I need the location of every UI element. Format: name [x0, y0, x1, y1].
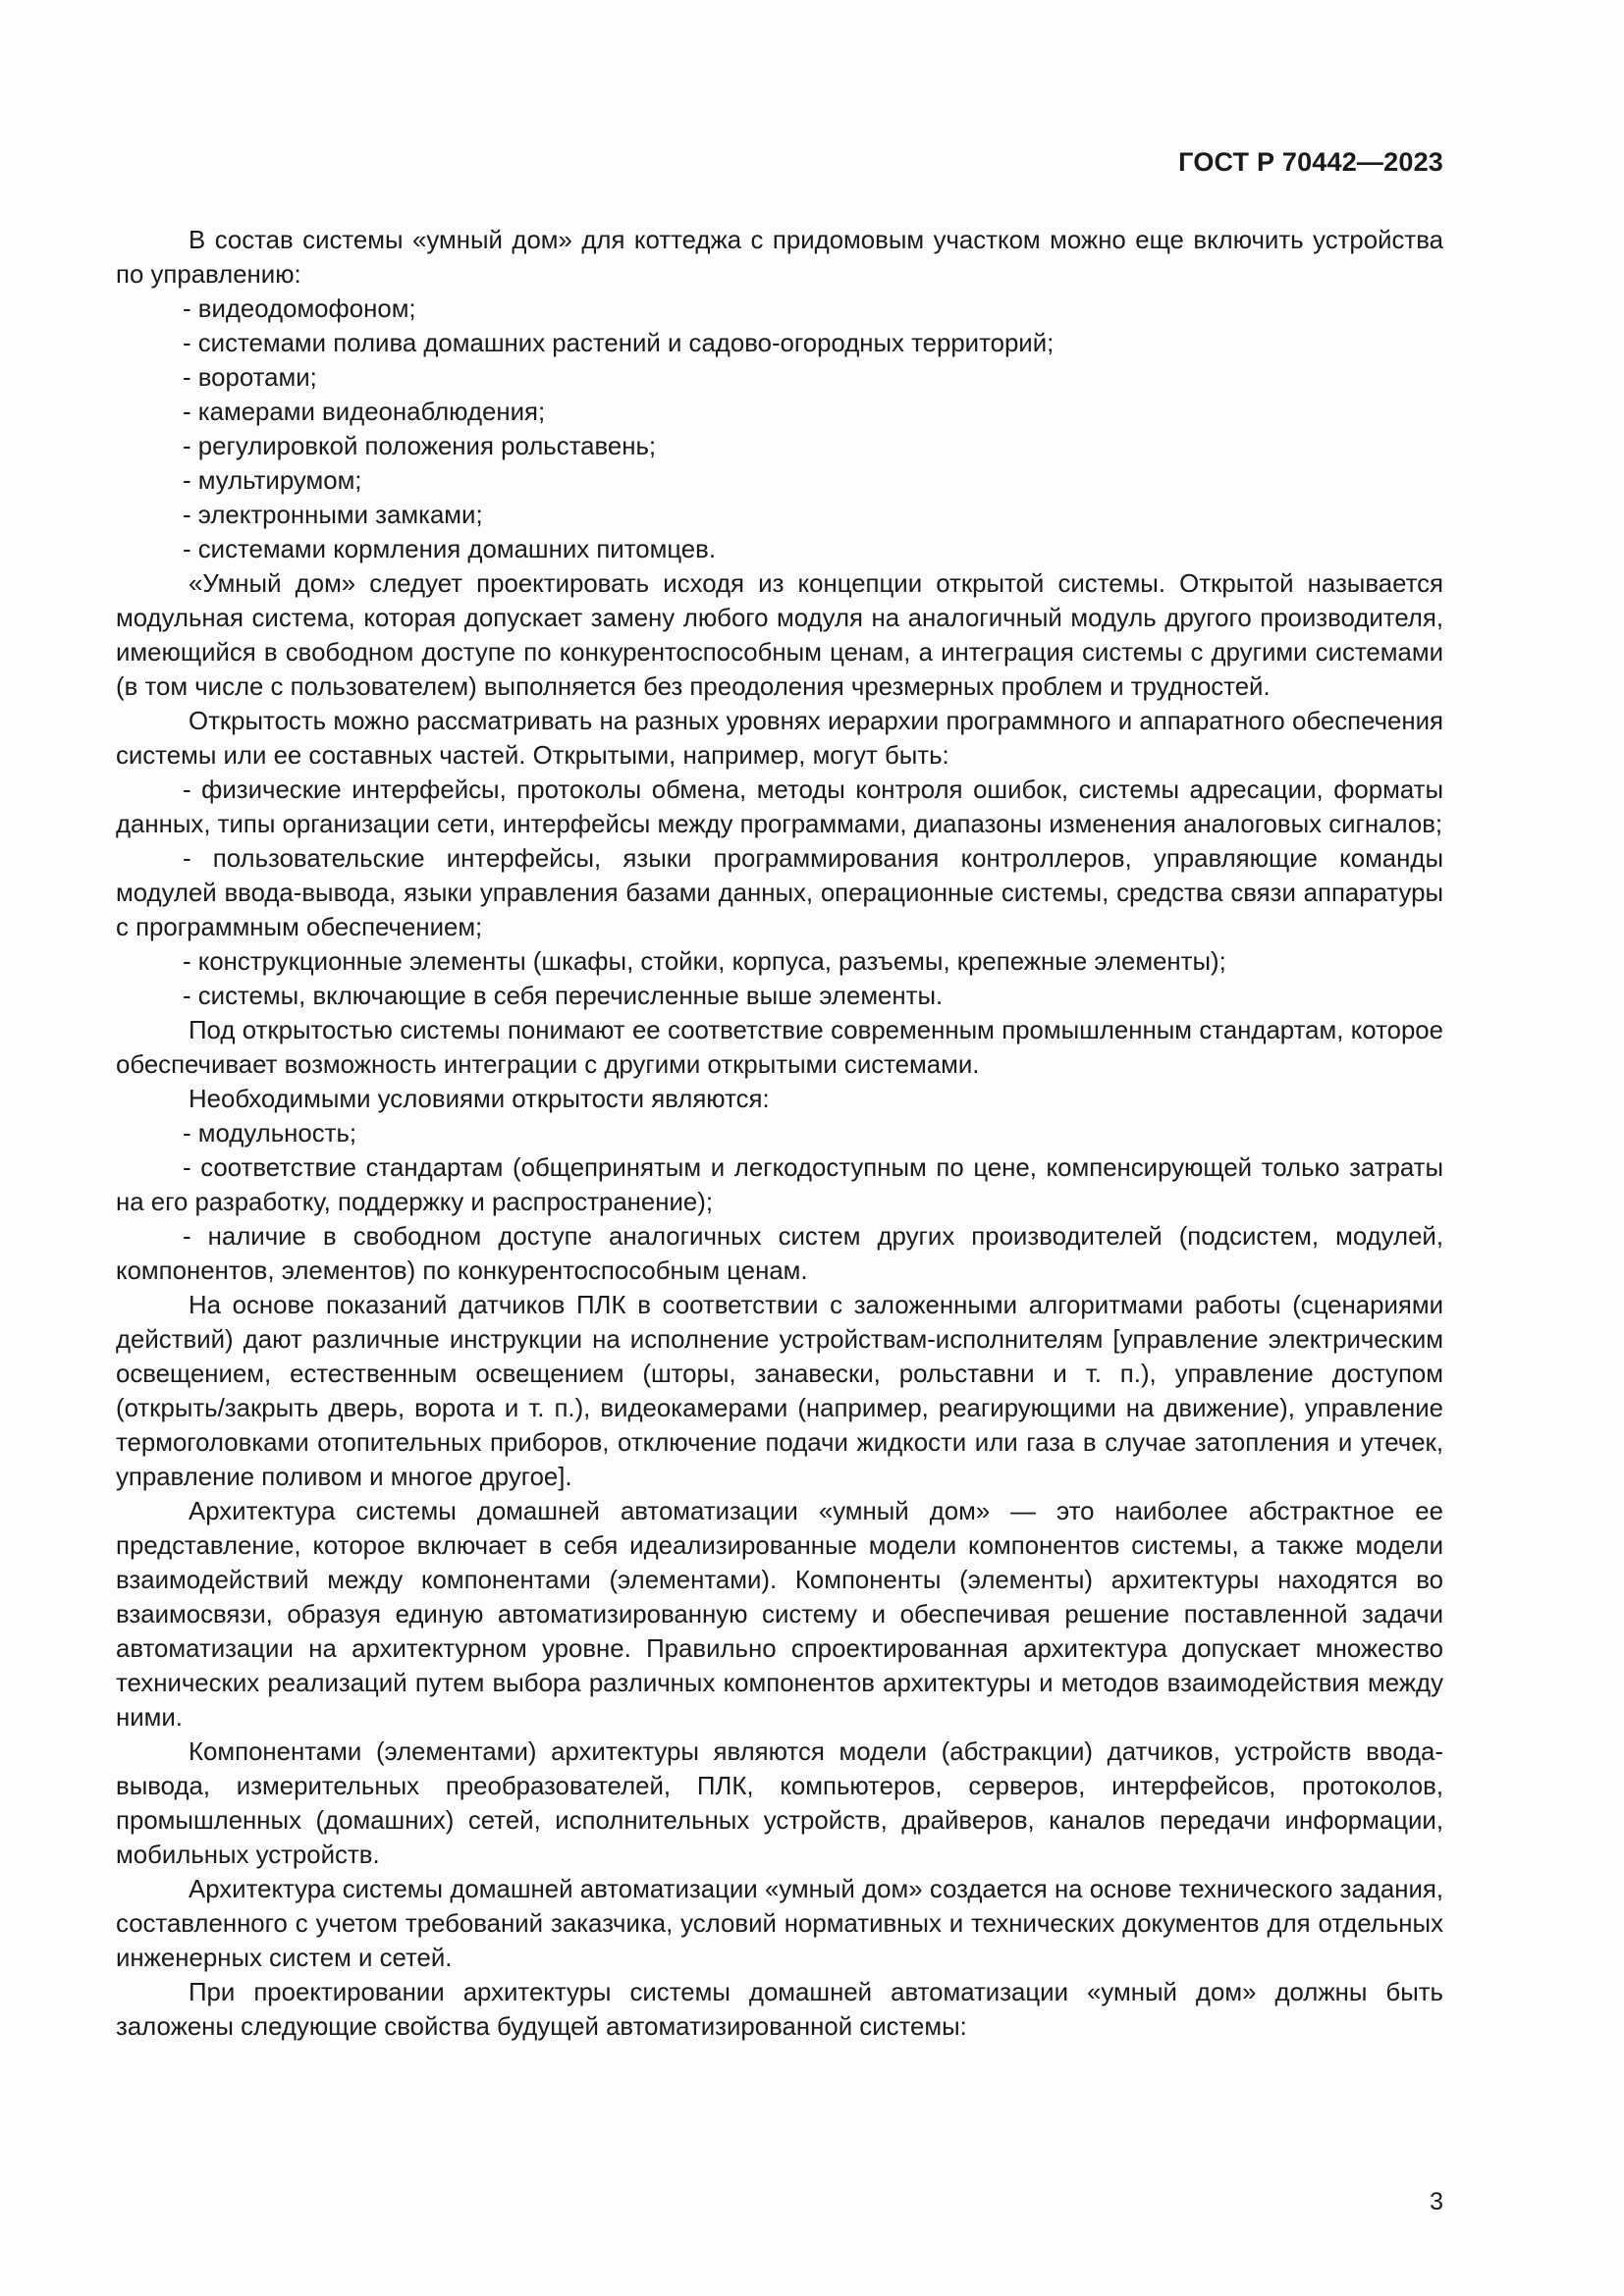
paragraph: «Умный дом» следует проектировать исходя из концепции открытой системы. Открытой называется модульная система, которая допускает замену любого модуля на аналогичный модуль другого производителя, имеющийся в свободном доступе по конкурентоспособным ценам, а интеграция системы с другими системами (в том числе с пользователем) выполняется без преодоления чрезмерных проблем и трудностей.: [116, 570, 1443, 701]
document-body: [116, 224, 1443, 2045]
list-item: - наличие в свободном доступе аналогичных систем других производителей (подсистем, модулей, компонентов, элементов) по конкурентоспособным ценам.: [116, 1223, 1443, 1285]
list-item: - модульность;: [183, 1120, 357, 1148]
list-item: - регулировкой положения рольставень;: [183, 433, 657, 460]
paragraph: Архитектура системы домашней автоматизации «умный дом» создается на основе технического задания, составленного с учетом требований заказчика, условий нормативных и технических документов для отдельных инженерных систем и сетей.: [116, 1876, 1443, 1972]
list-item: - мультирумом;: [183, 467, 362, 495]
list-item: - камерами видеонаблюдения;: [183, 399, 546, 426]
document-code: ГОСТ Р 70442—2023: [1178, 147, 1443, 177]
paragraph: При проектировании архитектуры системы домашней автоматизации «умный дом» должны быть заложены следующие свойства будущей автоматизированной системы:: [116, 1979, 1443, 2041]
list-item: - электронными замками;: [183, 502, 483, 529]
paragraph: Под открытостью системы понимают ее соответствие современным промышленным стандартам, которое обеспечивает возможность интеграции с другими открытыми системами.: [116, 1017, 1443, 1079]
list-item: - видеодомофоном;: [183, 295, 416, 323]
list-item: - конструкционные элементы (шкафы, стойки, корпуса, разъемы, крепежные элементы);: [183, 948, 1226, 976]
list-item: - соответствие стандартам (общепринятым и легкодоступным по цене, компенсирующей только затраты на его разработку, поддержку и распространение);: [116, 1154, 1443, 1216]
list-item: - воротами;: [183, 364, 317, 392]
list-item: - системами полива домашних растений и садово-огородных территорий;: [183, 330, 1055, 357]
list-item: - физические интерфейсы, протоколы обмена, методы контроля ошибок, системы адресации, форматы данных, типы организации сети, интерфейсы между программами, диапазоны изменения аналоговых сигналов;: [116, 776, 1443, 838]
paragraph: Необходимыми условиями открытости являются:: [189, 1086, 770, 1113]
list-item: - системами кормления домашних питомцев.: [183, 536, 717, 563]
list-item: - системы, включающие в себя перечисленные выше элементы.: [183, 983, 944, 1010]
paragraph: В состав системы «умный дом» для коттеджа с придомовым участком можно еще включить устройства по управлению:: [116, 227, 1443, 289]
paragraph: Открытость можно рассматривать на разных уровнях иерархии программного и аппаратного обеспечения системы или ее составных частей. Открытыми, например, могут быть:: [116, 708, 1443, 770]
paragraph: На основе показаний датчиков ПЛК в соответствии с заложенными алгоритмами работы (сценариями действий) дают различные инструкции на исполнение устройствам-исполнителям [управление электрическим освещением, естественным освещением (шторы, занавески, рольставни и т. п.), управление доступом (открыть/закрыть дверь, ворота и т. п.), видеокамерами (например, реагирующими на движение), управление термоголовками отопительных приборов, отключение подачи жидкости или газа в случае затопления и утечек, управление поливом и многое другое].: [116, 1292, 1443, 1491]
list-item: - пользовательские интерфейсы, языки программирования контроллеров, управляющие команды модулей ввода-вывода, языки управления базами данных, операционные системы, средства связи аппаратуры с программным обеспечением;: [116, 845, 1443, 941]
paragraph: Архитектура системы домашней автоматизации «умный дом» — это наиболее абстрактное ее представление, которое включает в себя идеализированные модели компонентов системы, а также модели взаимодействий между компонентами (элементами). Компоненты (элементы) архитектуры находятся во взаимосвязи, образуя единую автоматизированную систему и обеспечивая решение поставленной задачи автоматизации на архитектурном уровне. Правильно спроектированная архитектура допускает множество технических реализаций путем выбора различных компонентов архитектуры и методов взаимодействия между ними.: [116, 1498, 1443, 1732]
paragraph: Компонентами (элементами) архитектуры являются модели (абстракции) датчиков, устройств ввода-вывода, измерительных преобразователей, ПЛК, компьютеров, серверов, интерфейсов, протоколов, промышленных (домашних) сетей, исполнительных устройств, драйверов, каналов передачи информации, мобильных устройств.: [116, 1738, 1443, 1869]
page-number: 3: [1430, 2188, 1443, 2216]
